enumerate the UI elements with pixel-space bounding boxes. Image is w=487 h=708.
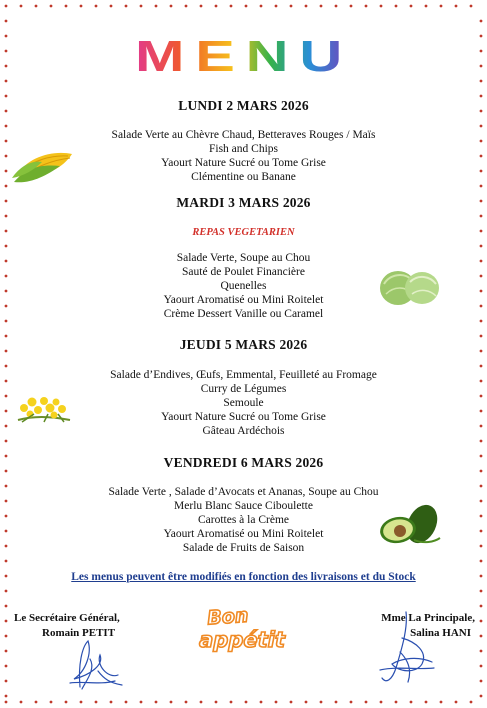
border-dot [275, 701, 278, 704]
border-dot [455, 5, 458, 8]
border-dot [5, 650, 8, 653]
svg-text:appétit: appétit [199, 628, 285, 652]
border-dot [5, 5, 8, 8]
border-dot [275, 5, 278, 8]
border-dot [245, 701, 248, 704]
border-dot [395, 701, 398, 704]
border-dot [5, 215, 8, 218]
dish-item: Salade Verte au Chèvre Chaud, Betteraves Rouges / Maïs [111, 129, 376, 141]
border-dot [245, 5, 248, 8]
dish-item: Fish and Chips [208, 143, 278, 155]
border-dot [5, 620, 8, 623]
border-dot [20, 701, 23, 704]
border-dot [320, 701, 323, 704]
border-dot [155, 5, 158, 8]
border-dot [480, 125, 483, 128]
border-dot [320, 5, 323, 8]
border-dot [410, 701, 413, 704]
border-dot [5, 590, 8, 593]
border-dot [480, 695, 483, 698]
border-dot [480, 245, 483, 248]
left-handwritten-signature [60, 635, 130, 695]
left-signature-role: Le Secrétaire Général, [14, 612, 120, 624]
border-dot [305, 5, 308, 8]
border-dot [260, 5, 263, 8]
border-dot [170, 701, 173, 704]
footer-note: Les menus peuvent être modifiés en fonction des livraisons et du Stock [71, 571, 416, 583]
border-dot [5, 20, 8, 23]
menu-title-text: MENU [134, 34, 353, 78]
border-dot [380, 5, 383, 8]
dish-item: Yaourt Aromatisé ou Mini Roitelet [163, 528, 324, 540]
border-dot [5, 665, 8, 668]
border-dot [480, 650, 483, 653]
border-dot [480, 95, 483, 98]
border-dot [365, 701, 368, 704]
border-dot [95, 5, 98, 8]
border-dot [440, 5, 443, 8]
border-dot [350, 5, 353, 8]
border-dot [5, 365, 8, 368]
avocado-icon [374, 504, 444, 548]
border-dot [480, 560, 483, 563]
border-dot [335, 5, 338, 8]
border-dot [80, 701, 83, 704]
border-dot [110, 5, 113, 8]
border-dot [140, 701, 143, 704]
border-dot [425, 701, 428, 704]
mimosa-flower-icon [14, 392, 74, 426]
border-dot [480, 440, 483, 443]
dish-item: Salade Verte, Soupe au Chou [176, 252, 311, 264]
dish-item: Crème Dessert Vanille ou Caramel [163, 308, 324, 320]
border-dot [185, 5, 188, 8]
border-dot [290, 701, 293, 704]
right-handwritten-signature [372, 608, 442, 688]
border-dot [365, 5, 368, 8]
dish-item: Salade de Fruits de Saison [182, 542, 305, 554]
border-dot [380, 701, 383, 704]
border-dot [110, 701, 113, 704]
border-dot [5, 695, 8, 698]
dish-item: Sauté de Poulet Financière [182, 266, 305, 278]
border-dot [50, 701, 53, 704]
border-dot [425, 5, 428, 8]
border-dot [200, 701, 203, 704]
border-dot [480, 215, 483, 218]
corn-icon [10, 146, 76, 186]
right-signature-name: Salina HANI [410, 627, 471, 639]
right-signature-role: Mme La Principale, [381, 612, 475, 624]
border-dot [480, 20, 483, 23]
day-heading-friday: VENDREDI 6 MARS 2026 [163, 455, 324, 470]
border-dot [480, 80, 483, 83]
dish-item: Yaourt Aromatisé ou Mini Roitelet [163, 294, 324, 306]
dish-item: Quenelles [220, 280, 267, 292]
dish-item: Salade Verte , Salade d’Avocats et Ananas, Soupe au Chou [108, 486, 379, 498]
cabbage-icon [378, 264, 442, 308]
border-dot [5, 605, 8, 608]
border-dot [455, 701, 458, 704]
border-dot [5, 95, 8, 98]
border-dot [230, 701, 233, 704]
border-dot [125, 701, 128, 704]
border-dot [35, 5, 38, 8]
bon-appetit-logo [180, 603, 302, 653]
day-heading-tuesday: MARDI 3 MARS 2026 [176, 195, 311, 210]
menu-title [0, 34, 487, 78]
border-dot [5, 560, 8, 563]
border-dot [480, 680, 483, 683]
dish-item: Gâteau Ardéchois [202, 425, 285, 437]
border-dot [470, 5, 473, 8]
border-dot [65, 701, 68, 704]
border-dot [215, 5, 218, 8]
dish-item: Carottes à la Crème [197, 514, 289, 526]
border-dot [170, 5, 173, 8]
border-dot [480, 605, 483, 608]
border-dot [480, 665, 483, 668]
dish-item: Merlu Blanc Sauce Ciboulette [174, 500, 313, 512]
border-dot [20, 5, 23, 8]
border-dot [395, 5, 398, 8]
border-dot [65, 5, 68, 8]
border-dot [480, 185, 483, 188]
border-dot [5, 701, 8, 704]
border-dot [5, 80, 8, 83]
border-dot [350, 701, 353, 704]
border-dot [185, 701, 188, 704]
dish-item: Curry de Légumes [200, 383, 287, 395]
vegetarian-note: REPAS VEGETARIEN [192, 227, 295, 238]
border-dot [5, 125, 8, 128]
border-dot [480, 365, 483, 368]
dish-item: Yaourt Nature Sucré ou Tome Grise [161, 411, 326, 423]
border-dot [305, 701, 308, 704]
border-dot [230, 5, 233, 8]
border-dot [480, 590, 483, 593]
border-dot [5, 680, 8, 683]
border-dot [260, 701, 263, 704]
border-dot [95, 701, 98, 704]
border-dot [5, 440, 8, 443]
border-dot [440, 701, 443, 704]
dish-item: Salade d’Endives, Œufs, Emmental, Feuilleté au Fromage [110, 369, 377, 381]
border-dot [200, 5, 203, 8]
border-dot [50, 5, 53, 8]
dish-item: Yaourt Nature Sucré ou Tome Grise [161, 157, 326, 169]
border-dot [410, 5, 413, 8]
border-dot [5, 185, 8, 188]
border-dot [5, 245, 8, 248]
dish-item: Semoule [223, 397, 264, 409]
border-dot [335, 701, 338, 704]
border-dot [215, 701, 218, 704]
day-heading-thursday: JEUDI 5 MARS 2026 [179, 337, 308, 352]
dish-item: Clémentine ou Banane [191, 171, 296, 183]
border-dot [80, 5, 83, 8]
border-dot [470, 701, 473, 704]
border-dot [125, 5, 128, 8]
left-signature-name: Romain PETIT [42, 627, 116, 639]
border-dot [480, 620, 483, 623]
border-dot [5, 635, 8, 638]
border-dot [155, 701, 158, 704]
svg-text:Bon: Bon [206, 604, 250, 630]
border-dot [35, 701, 38, 704]
day-heading-monday: LUNDI 2 MARS 2026 [178, 98, 309, 113]
border-dot [480, 635, 483, 638]
border-dot [290, 5, 293, 8]
border-dot [140, 5, 143, 8]
